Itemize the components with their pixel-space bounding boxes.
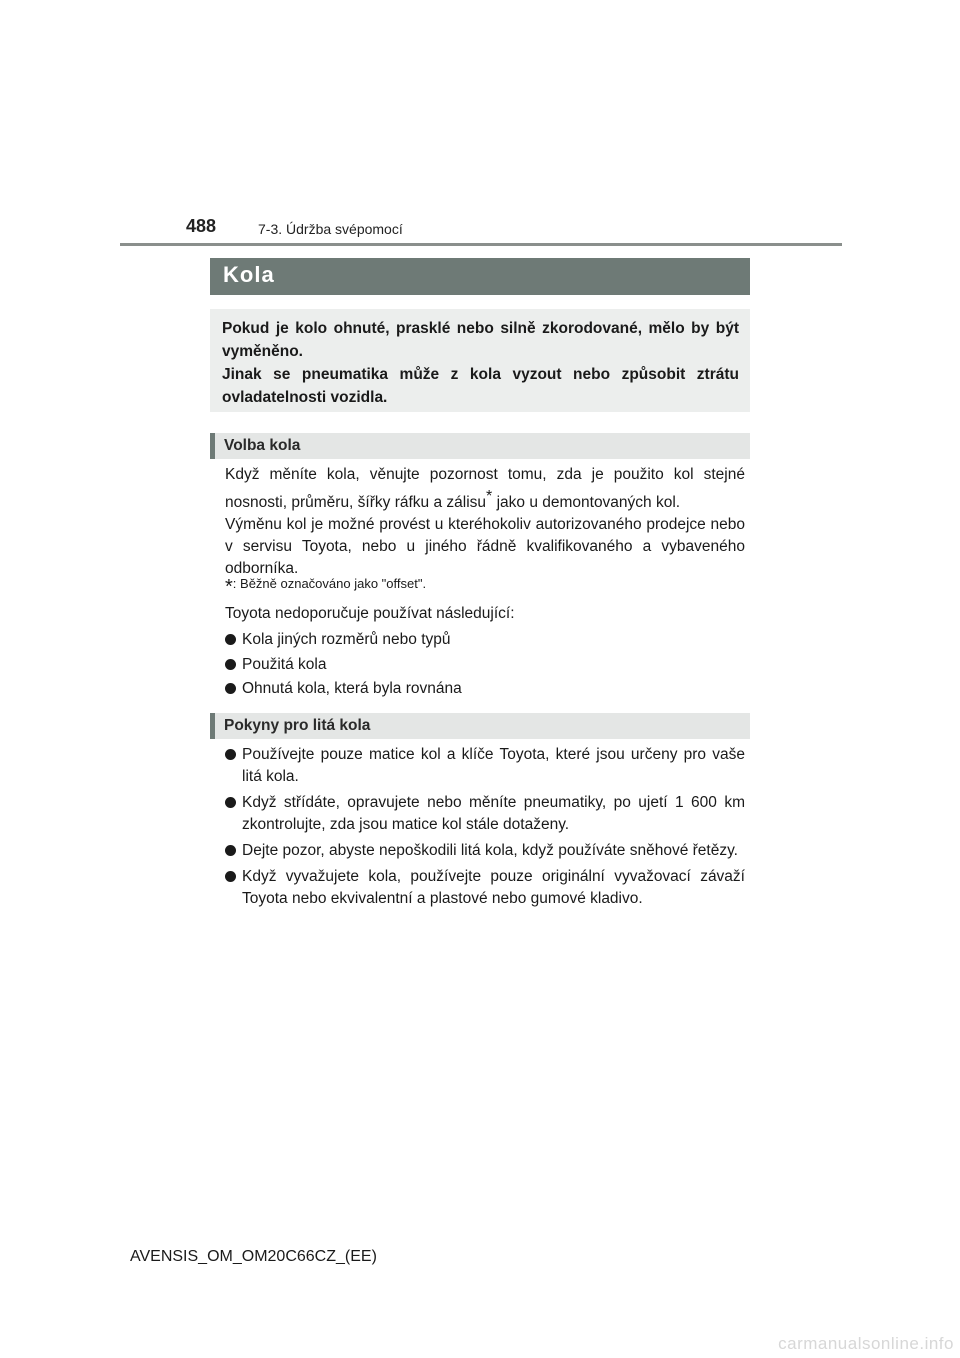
- list-item-text: Dejte pozor, abyste nepoškodili litá kola, když používáte sněhové řetězy.: [242, 842, 738, 859]
- bullet-icon: [225, 845, 236, 856]
- section-reference: 7-3. Údržba svépomocí: [258, 221, 403, 237]
- paragraph-wheel-specs: [225, 464, 745, 514]
- list-item: [225, 866, 745, 910]
- bullet-icon: [225, 797, 236, 808]
- bullet-icon: [225, 749, 236, 760]
- alloy-wheel-instructions: [225, 744, 745, 914]
- list-item-text: Ohnutá kola, která byla rovnána: [242, 680, 462, 697]
- list-item-text: Když střídáte, opravujete nebo měníte pneumatiky, po ujetí 1 600 km zkontrolujte, zda jsou matice kol stále dotaženy.: [242, 794, 745, 833]
- not-recommended-intro: Toyota nedoporučuje používat následující:: [225, 605, 515, 622]
- watermark: carmanualsonline.info: [778, 1334, 954, 1353]
- paragraph-text: Když měníte kola, věnujte pozornost tomu, zda je použito kol stejné nosnosti, průměru, šířky ráfku a zálisu: [225, 466, 745, 512]
- wheel-selection-text: [225, 464, 745, 580]
- section-heading-wheel-selection: [210, 433, 750, 459]
- warning-box: [210, 309, 750, 412]
- list-item-text: Používejte pouze matice kol a klíče Toyota, které jsou určeny pro vaše litá kola.: [242, 746, 745, 785]
- page-title-bar: [210, 258, 750, 295]
- header-divider: [120, 243, 842, 246]
- list-item: [225, 654, 745, 676]
- list-item: [225, 744, 745, 788]
- section-heading-label: Pokyny pro litá kola: [224, 717, 371, 734]
- paragraph-text: jako u demontovaných kol.: [492, 494, 681, 512]
- footnote-marker: *: [486, 488, 493, 505]
- list-item-text: Použitá kola: [242, 655, 327, 673]
- page-title: Kola: [223, 262, 275, 287]
- list-item: [225, 840, 745, 862]
- document-id: AVENSIS_OM_OM20C66CZ_(EE): [130, 1248, 377, 1265]
- bullet-icon: [225, 871, 236, 882]
- warning-line-2: Jinak se pneumatika může z kola vyzout nebo způsobit ztrátu ovladatelnosti vozidla.: [222, 366, 739, 406]
- paragraph-service: Výměnu kol je možné provést u kteréhokoliv autorizovaného prodejce nebo v servisu Toyota, nebo u jiného řádně kvalifikovaného a vybaveného odborníka.: [225, 516, 745, 578]
- page-number: 488: [186, 216, 217, 236]
- bullet-icon: [225, 683, 236, 694]
- not-recommended-list: [225, 629, 745, 703]
- list-item: [225, 629, 745, 651]
- list-item-text: Kola jiných rozměrů nebo typů: [242, 631, 451, 648]
- list-item-text: Když vyvažujete kola, používejte pouze originální vyvažovací závaží Toyota nebo ekvivalentní a plastové nebo gumové kladivo.: [242, 868, 745, 907]
- section-heading-alloy-wheels: [210, 713, 750, 739]
- warning-line-1: Pokud je kolo ohnuté, prasklé nebo silně zkorodované, mělo by být vyměněno.: [222, 320, 739, 360]
- footnote-text: : Běžně označováno jako "offset".: [232, 576, 427, 591]
- list-item: [225, 678, 745, 700]
- footnote-asterisk: *: [225, 576, 233, 598]
- bullet-icon: [225, 634, 236, 645]
- list-item: [225, 792, 745, 836]
- section-heading-label: Volba kola: [224, 437, 301, 454]
- footnote: [225, 576, 426, 599]
- bullet-icon: [225, 659, 236, 670]
